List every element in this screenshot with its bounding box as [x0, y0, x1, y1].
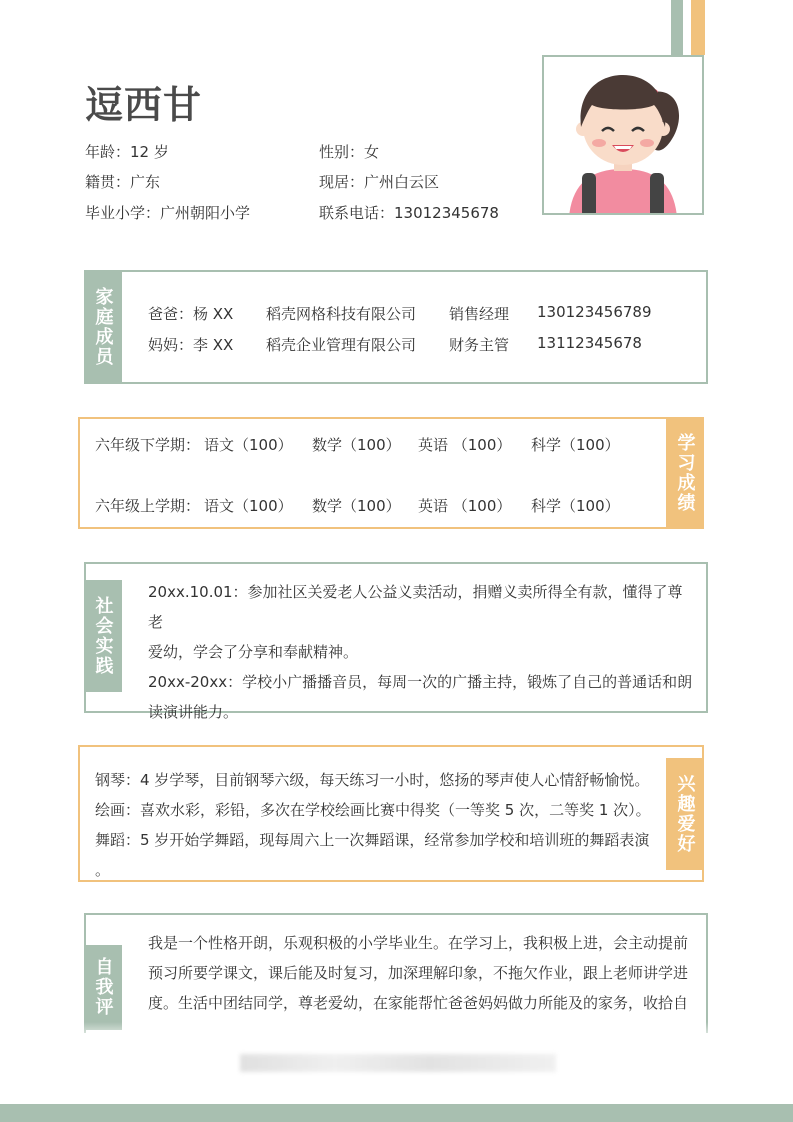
phone-field: 联系电话：13012345678 [319, 204, 499, 222]
student-name: 逗西甘 [85, 83, 203, 127]
blurred-watermark [240, 1054, 556, 1072]
family-section [84, 270, 708, 384]
grade-chinese: 语文（100） [204, 436, 293, 454]
grade-english: 英语 （100） [418, 436, 512, 454]
grade-chinese: 语文（100） [204, 497, 293, 515]
gender-field: 性别：女 [319, 143, 380, 161]
top-accent-bar-orange [691, 0, 705, 55]
top-accent-bar-green [671, 0, 683, 55]
grade-term-upper: 六年级上学期： [95, 497, 201, 515]
practice-section-tab: 社会实践 [84, 580, 122, 692]
origin-field: 籍贯：广东 [85, 173, 161, 191]
father-company: 稻壳网格科技有限公司 [266, 305, 417, 323]
self-evaluation-tab: 自我评 [84, 945, 122, 1030]
hobbies-section-tab: 兴趣爱好 [666, 758, 704, 870]
practice-line: 20xx.10.01：参加社区关爱老人公益义卖活动，捐赠义卖所得全有款，懂得了尊老 [148, 583, 683, 631]
content-fade-overlay [84, 1022, 708, 1052]
self-line: 我是一个性格开朗，乐观积极的小学毕业生。在学习上，我积极上进，会主动提前 [148, 934, 689, 952]
mother-position: 财务主管 [449, 336, 510, 354]
grade-math: 数学（100） [312, 436, 401, 454]
practice-line: 爱幼，学会了分享和奉献精神。 [148, 643, 359, 661]
mother-relation: 妈妈：李 XX [148, 336, 234, 354]
mother-company: 稻壳企业管理有限公司 [266, 336, 417, 354]
grade-english: 英语 （100） [418, 497, 512, 515]
father-phone: 130123456789 [537, 303, 652, 321]
practice-line: 20xx-20xx：学校小广播播音员，每周一次的广播主持，锻炼了自己的普通话和朗 [148, 673, 693, 691]
girl-avatar-icon [544, 57, 702, 213]
self-line: 预习所要学课文，课后能及时复习，加深理解印象，不拖欠作业，跟上老师讲学进 [148, 964, 689, 982]
bottom-accent-band [0, 1104, 793, 1122]
self-evaluation-content [148, 928, 694, 1018]
mother-phone: 13112345678 [537, 334, 642, 352]
avatar-photo [542, 55, 704, 215]
father-relation: 爸爸：杨 XX [148, 305, 234, 323]
hobby-line: 绘画：喜欢水彩，彩铅，多次在学校绘画比赛中得奖（一等奖 5 次，二等奖 1 次）。 [95, 801, 651, 819]
grades-section-tab: 学习成绩 [666, 417, 704, 529]
grade-science: 科学（100） [531, 436, 620, 454]
self-line: 度。生活中团结同学，尊老爱幼，在家能帮忙爸爸妈妈做力所能及的家务，收拾自 [148, 994, 689, 1012]
hobbies-content [95, 765, 665, 885]
residence-field: 现居：广州白云区 [319, 173, 440, 191]
grade-science: 科学（100） [531, 497, 620, 515]
family-section-tab: 家庭成员 [84, 270, 122, 384]
practice-content [148, 577, 694, 727]
grade-math: 数学（100） [312, 497, 401, 515]
practice-line: 读演讲能力。 [148, 703, 239, 721]
grade-term-lower: 六年级下学期： [95, 436, 201, 454]
age-field: 年龄：12 岁 [85, 143, 169, 161]
hobby-line: 钢琴：4 岁学琴，目前钢琴六级，每天练习一小时，悠扬的琴声使人心情舒畅愉悦。 [95, 771, 650, 789]
father-position: 销售经理 [449, 305, 510, 323]
school-field: 毕业小学：广州朝阳小学 [85, 204, 251, 222]
hobby-line: 舞蹈：5 岁开始学舞蹈，现每周六上一次舞蹈课，经常参加学校和培训班的舞蹈表演 。 [95, 831, 650, 879]
